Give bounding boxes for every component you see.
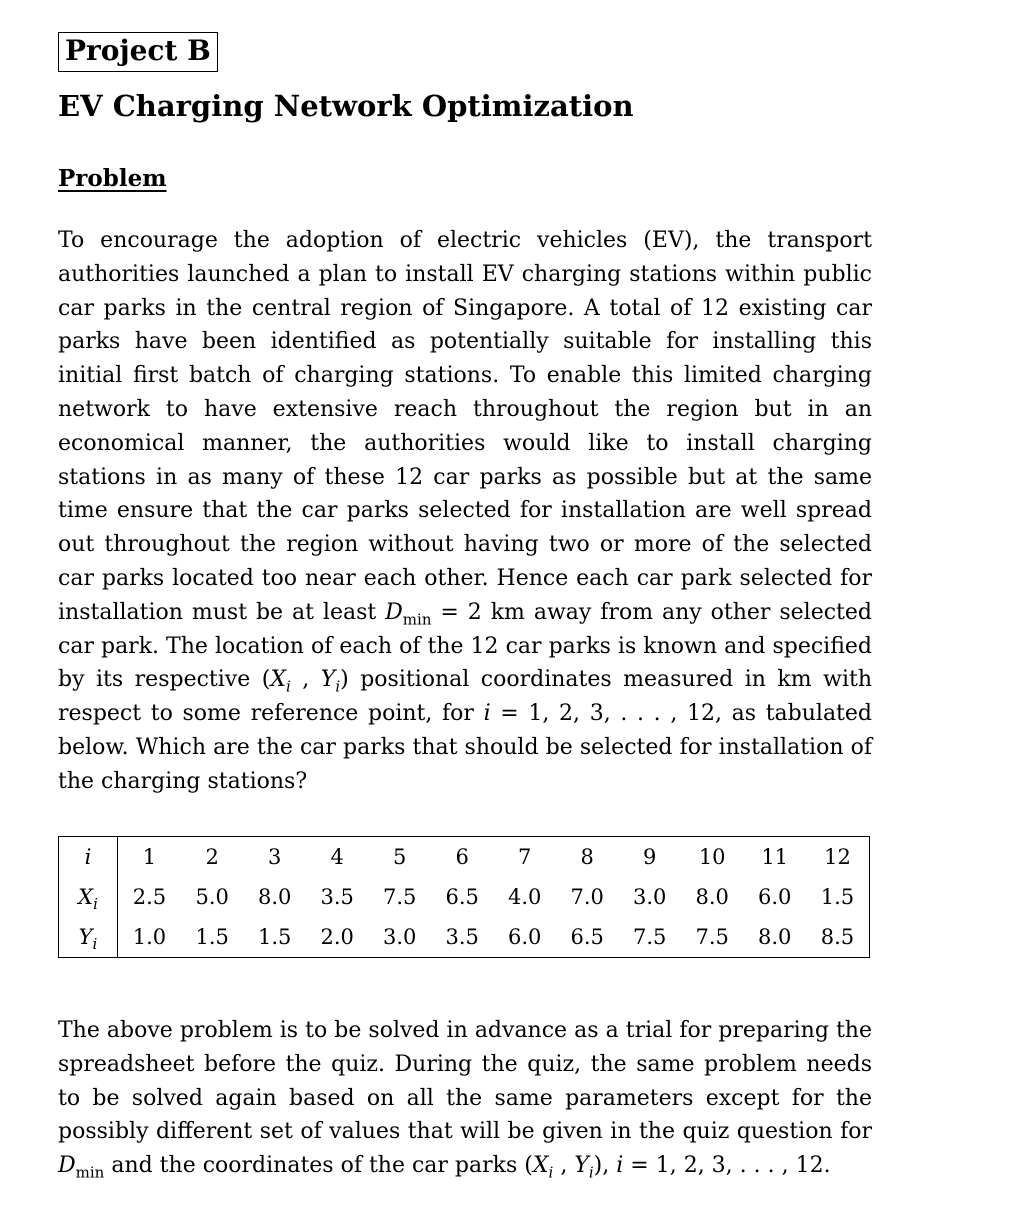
page-title: EV Charging Network Optimization bbox=[58, 89, 634, 123]
problem-text-2: = 2 km away from any other selected car park. The location of each of the 12 car parks is known and specified by its respective ( bbox=[58, 599, 873, 693]
table-cell-y-8: 6.5 bbox=[570, 925, 604, 949]
closing-text-3: ), bbox=[593, 1153, 617, 1179]
table-cell-y-5: 3.0 bbox=[382, 925, 417, 949]
table-cell-index-4: 4 bbox=[330, 845, 344, 869]
table-cell-x-6: 6.5 bbox=[445, 885, 479, 909]
xi-subscript: i bbox=[285, 677, 291, 696]
dmin-subscript: min bbox=[402, 610, 432, 629]
table-cell-x-7: 4.0 bbox=[507, 885, 542, 909]
dmin-symbol: D bbox=[385, 599, 403, 625]
table-cell-x-8: 7.0 bbox=[570, 885, 604, 909]
table-cell-y-6: 3.5 bbox=[445, 925, 479, 949]
table-cell-y-11: 8.0 bbox=[757, 925, 792, 949]
table-cell-index-3: 3 bbox=[268, 845, 282, 869]
problem-text-1: To encourage the adoption of electric vehicles (EV), the transport authorities launched a plan to install EV charging stations within public car parks in the central region of Singapore. A total of 12 existing car parks have been identified as potentially suitable for installing this initial first batch of charging stations. To enable this limited charging network to have extensive reach throughout the region but in an economical manner, the authorities would like to install charging stations in as many of these 12 car parks as possible but at the same time ensure that the car parks selected for installation are well spread out throughout the region without having two or more of the selected car parks located too near each other. Hence each car park selected for installation must be at least bbox=[58, 228, 872, 625]
table-cell-x-10: 8.0 bbox=[695, 885, 729, 909]
i-symbol: i bbox=[483, 701, 491, 727]
section-heading-problem: Problem bbox=[58, 165, 167, 192]
problem-text-3: ) positional coordinates measured in km with respect to some reference point, for bbox=[58, 667, 872, 727]
closing-coord-separator: , bbox=[553, 1153, 575, 1179]
closing-xi-symbol: X bbox=[532, 1153, 549, 1179]
table-cell-x-5: 7.5 bbox=[382, 885, 417, 909]
table-cell-y-9: 7.5 bbox=[632, 925, 667, 949]
problem-text-4: = 1, 2, 3, . . . , 12, as tabulated below. Which are the car parks that should be selected for installation of the charging stations? bbox=[58, 701, 873, 794]
yi-subscript: i bbox=[335, 677, 341, 696]
closing-text-2: and the coordinates of the car parks ( bbox=[104, 1153, 533, 1179]
table-row-y bbox=[59, 917, 870, 958]
closing-text-4: = 1, 2, 3, . . . , 12. bbox=[623, 1153, 831, 1179]
yi-symbol: Y bbox=[320, 667, 336, 693]
closing-dmin-symbol: D bbox=[58, 1153, 76, 1179]
closing-dmin-subscript: min bbox=[75, 1163, 105, 1182]
table-cell-index-5: 5 bbox=[393, 845, 407, 869]
row-label-i: i bbox=[59, 837, 118, 878]
coord-separator: , bbox=[290, 667, 321, 693]
table-cell-x-12: 1.5 bbox=[820, 885, 855, 909]
closing-i-symbol: i bbox=[616, 1153, 624, 1179]
closing-text-1: The above problem is to be solved in advance as a trial for preparing the spreadsheet before the quiz. During the quiz, the same problem needs to be solved again based on all the same parameters except for the possibly different set of values that will be given in the quiz question for bbox=[58, 1018, 872, 1145]
table-cell-y-12: 8.5 bbox=[820, 925, 855, 949]
table-row-index bbox=[59, 837, 870, 878]
table-cell-x-3: 8.0 bbox=[257, 885, 292, 909]
table-cell-y-4: 2.0 bbox=[320, 925, 354, 949]
problem-paragraph bbox=[58, 224, 872, 799]
row-label-y: $Y_i$ bbox=[59, 917, 118, 958]
table-cell-index-9: 9 bbox=[643, 845, 657, 869]
car-park-coordinates-table bbox=[58, 836, 870, 958]
table-cell-x-4: 3.5 bbox=[320, 885, 354, 909]
table-cell-index-10: 10 bbox=[698, 845, 726, 869]
table-cell-x-9: 3.0 bbox=[632, 885, 667, 909]
table-cell-x-1: 2.5 bbox=[132, 885, 167, 909]
project-label: Project B bbox=[58, 32, 218, 72]
row-label-x: $X_i$ bbox=[59, 877, 118, 917]
table-cell-y-10: 7.5 bbox=[695, 925, 729, 949]
table-cell-index-12: 12 bbox=[824, 845, 851, 869]
table-cell-y-2: 1.5 bbox=[195, 925, 229, 949]
table-cell-index-7: 7 bbox=[518, 845, 532, 869]
table-cell-y-1: 1.0 bbox=[132, 925, 167, 949]
xi-symbol: X bbox=[270, 667, 286, 693]
table-cell-x-2: 5.0 bbox=[195, 885, 229, 909]
closing-paragraph bbox=[58, 1014, 872, 1183]
table-cell-y-7: 6.0 bbox=[507, 925, 542, 949]
closing-xi-subscript: i bbox=[548, 1163, 554, 1182]
table-cell-index-1: 1 bbox=[142, 845, 157, 869]
table-cell-x-11: 6.0 bbox=[757, 885, 792, 909]
table-cell-y-3: 1.5 bbox=[257, 925, 292, 949]
table-row-x bbox=[59, 877, 870, 917]
table-cell-index-6: 6 bbox=[455, 845, 469, 869]
table-cell-index-2: 2 bbox=[205, 845, 219, 869]
closing-yi-symbol: Y bbox=[574, 1153, 589, 1179]
table-cell-index-8: 8 bbox=[580, 845, 594, 869]
closing-yi-subscript: i bbox=[588, 1163, 594, 1182]
table-cell-index-11: 11 bbox=[761, 845, 789, 869]
